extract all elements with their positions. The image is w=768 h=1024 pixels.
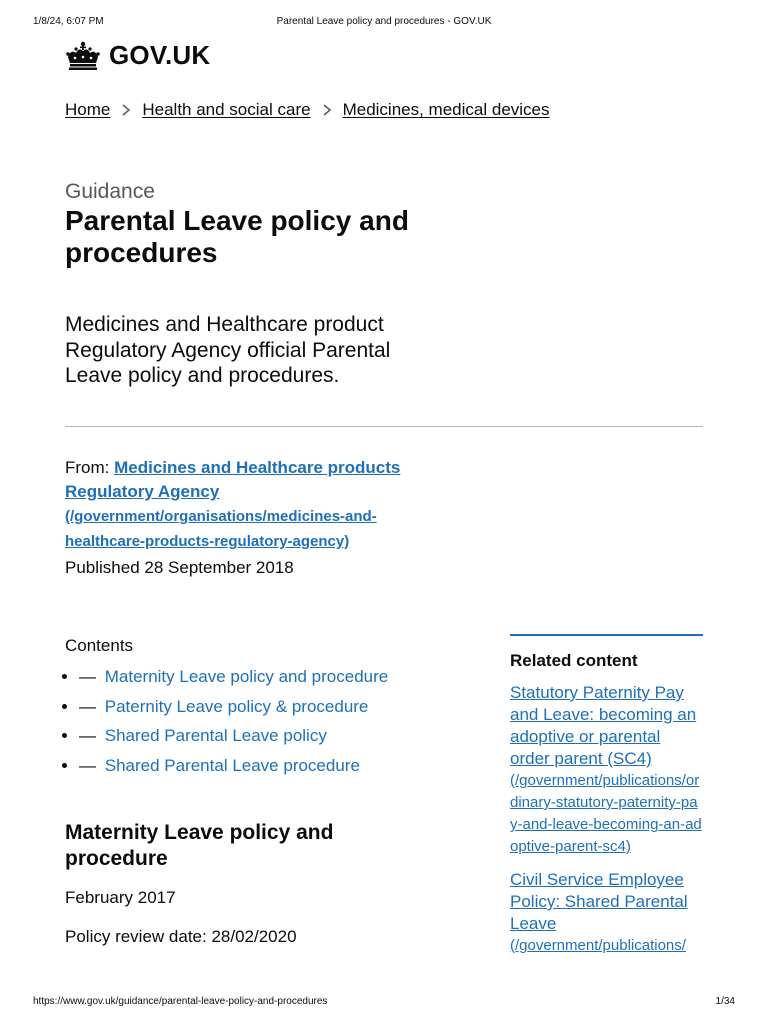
list-item	[65, 662, 388, 692]
published-date: Published 28 September 2018	[65, 558, 294, 577]
document-summary: Medicines and Healthcare product Regulatory Agency official Parental Leave policy and procedures.	[65, 313, 391, 387]
list-item	[65, 721, 388, 751]
related-item	[510, 682, 703, 858]
contents-link-paternity-leave[interactable]: Paternity Leave policy & procedure	[104, 696, 369, 716]
section-heading: Maternity Leave policy and procedure	[65, 821, 334, 870]
related-link-shared-parental-leave[interactable]: Civil Service Employee Policy: Shared Parental Leave	[510, 870, 688, 933]
govuk-wordmark: GOV.UK	[109, 40, 211, 70]
contents-link-shared-parental-leave-policy[interactable]: Shared Parental Leave policy	[104, 726, 327, 745]
organisation-link[interactable]: Medicines and Healthcare products Regulatory Agency	[65, 458, 401, 501]
organisation-url[interactable]: (/government/organisations/medicines-and-healthcare-products-regulatory-agency)	[65, 508, 377, 550]
print-page-number: 1/34	[715, 996, 735, 1007]
contents-link-shared-parental-leave-procedure[interactable]: Shared Parental Leave procedure	[104, 755, 360, 775]
page-title: Parental Leave policy and procedures	[65, 205, 409, 268]
bullet	[62, 674, 67, 679]
metadata	[65, 456, 445, 580]
contents-title: Contents	[65, 636, 134, 655]
section-date: February 2017	[65, 888, 176, 907]
print-header	[33, 16, 735, 30]
related-content-title: Related content	[510, 651, 638, 670]
contents-list	[65, 662, 388, 780]
dash: —	[79, 696, 96, 716]
policy-review-date: Policy review date: 28/02/2020	[65, 927, 297, 946]
crown-icon	[65, 41, 101, 71]
related-link-statutory-paternity-pay[interactable]: Statutory Paternity Pay and Leave: becoming an adoptive or parental order parent (SC4)	[510, 683, 697, 768]
print-document-title: Parental Leave policy and procedures - GOV.UK	[276, 16, 492, 27]
related-url[interactable]: (/government/publications/ordinary-statutory-paternity-pay-and-leave-becoming-an-adoptive-parent-sc4)	[510, 772, 702, 855]
bullet	[62, 733, 67, 738]
breadcrumb-home[interactable]: Home	[65, 100, 111, 119]
print-page-url: https://www.gov.uk/guidance/parental-leave-policy-and-procedures	[33, 996, 328, 1007]
list-item	[65, 692, 388, 722]
related-content	[510, 634, 703, 957]
bullet	[62, 763, 67, 768]
chevron-right-icon	[120, 103, 132, 117]
from-label: From:	[65, 458, 110, 477]
list-item	[65, 751, 388, 781]
dash: —	[79, 755, 96, 775]
dash: —	[79, 667, 96, 686]
related-item	[510, 869, 703, 957]
print-footer	[33, 996, 735, 1010]
print-datetime: 1/8/24, 6:07 PM	[33, 16, 104, 27]
dash: —	[79, 726, 96, 745]
chevron-right-icon	[321, 103, 333, 117]
govuk-logo[interactable]	[65, 40, 210, 71]
breadcrumb-medicines-medical-devices[interactable]: Medicines, medical devices	[342, 100, 550, 119]
breadcrumb	[65, 100, 550, 120]
bullet	[62, 704, 67, 709]
divider	[65, 426, 703, 427]
document-type-caption: Guidance	[65, 180, 155, 203]
breadcrumb-health-and-social-care[interactable]: Health and social care	[142, 100, 311, 119]
related-url[interactable]: (/government/publications/	[510, 937, 686, 954]
contents-link-maternity-leave[interactable]: Maternity Leave policy and procedure	[104, 667, 389, 686]
